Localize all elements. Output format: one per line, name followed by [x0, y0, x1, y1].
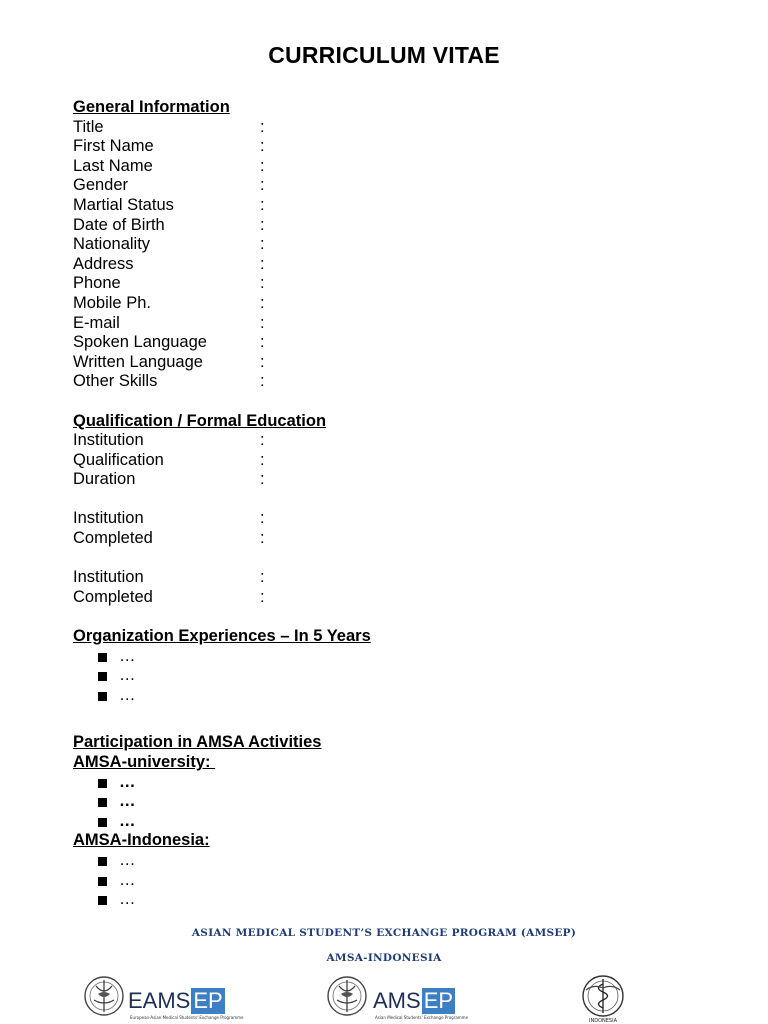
list-item	[73, 812, 693, 832]
field-separator: :	[260, 235, 265, 254]
list-item	[73, 686, 693, 706]
education-block-3	[73, 568, 693, 607]
form-field-row	[73, 255, 693, 275]
amsep-wordmark	[373, 988, 455, 1014]
form-field-row	[73, 176, 693, 196]
field-label: Last Name	[73, 156, 153, 175]
document-title: CURRICULUM VITAE	[268, 42, 500, 68]
amsep-wordmark-right: EP	[423, 988, 454, 1013]
field-label: Title	[73, 117, 104, 136]
amsa-indonesia-seal-icon	[574, 974, 632, 1018]
list-item	[73, 792, 693, 812]
field-label: Completed	[73, 587, 153, 606]
list-item-text: …	[119, 890, 136, 909]
field-separator: :	[260, 195, 265, 214]
form-field-row	[73, 137, 693, 157]
form-field-row	[73, 568, 693, 588]
amsa-university-heading: AMSA-university:	[73, 753, 216, 771]
form-field-row	[73, 470, 693, 490]
field-label: Duration	[73, 470, 136, 489]
list-item-text: …	[119, 870, 136, 889]
field-separator: :	[260, 274, 265, 293]
field-separator: :	[260, 156, 265, 175]
form-field-row	[73, 157, 693, 177]
form-field-row	[73, 333, 693, 353]
eamsep-seal-icon	[82, 974, 126, 1018]
field-separator: :	[260, 450, 265, 469]
field-separator: :	[260, 137, 265, 156]
amsa-indonesia-caption: INDONESIA	[589, 1018, 617, 1024]
footer-program-name: ASIAN MEDICAL STUDENT’S EXCHANGE PROGRAM (AMSEP)	[191, 927, 577, 939]
field-separator: :	[260, 215, 265, 234]
field-separator: :	[260, 372, 265, 391]
field-label: Nationality	[73, 235, 151, 254]
form-field-row	[73, 588, 693, 608]
field-label: Institution	[73, 431, 144, 450]
field-separator: :	[260, 568, 265, 587]
field-label: Address	[73, 254, 134, 273]
square-bullet-icon	[98, 653, 107, 662]
field-separator: :	[260, 529, 265, 548]
list-item	[73, 773, 693, 793]
organization-list	[73, 647, 693, 706]
field-label: E-mail	[73, 313, 120, 332]
list-item-text: …	[119, 666, 136, 685]
list-item-text: …	[119, 811, 136, 830]
list-item	[73, 647, 693, 667]
general-information-heading: General Information	[73, 98, 230, 116]
list-item-text: …	[119, 772, 136, 791]
list-item-text: …	[119, 646, 136, 665]
field-label: Completed	[73, 529, 153, 548]
field-separator: :	[260, 509, 265, 528]
organization-heading: Organization Experiences – In 5 Years	[73, 627, 371, 646]
field-label: Date of Birth	[73, 215, 165, 234]
list-item	[73, 666, 693, 686]
amsep-seal-icon	[325, 974, 369, 1018]
form-field-row	[73, 353, 693, 373]
field-separator: :	[260, 587, 265, 606]
eamsep-wordmark-left: EAMS	[128, 988, 191, 1013]
field-separator: :	[260, 352, 265, 371]
eamsep-wordmark-right: EP	[193, 988, 223, 1013]
form-field-row	[73, 529, 693, 549]
amsep-logo	[325, 974, 469, 1022]
form-field-row	[73, 235, 693, 255]
field-label: Institution	[73, 568, 144, 587]
field-separator: :	[260, 470, 265, 489]
amsa-indonesia-seal	[574, 974, 634, 1022]
square-bullet-icon	[98, 857, 107, 866]
field-separator: :	[260, 176, 265, 195]
form-field-row	[73, 196, 693, 216]
form-field-row	[73, 372, 693, 392]
amsa-indonesia-heading: AMSA-Indonesia:	[73, 831, 210, 850]
list-item-text: …	[119, 685, 136, 704]
square-bullet-icon	[98, 672, 107, 681]
education-block-2	[73, 509, 693, 548]
eamsep-subtitle: European-Asian Medical Students' Exchange Programme	[130, 1015, 244, 1020]
amsa-activities-heading: Participation in AMSA Activities	[73, 733, 322, 752]
education-heading: Qualification / Formal Education	[73, 411, 327, 430]
form-field-row	[73, 274, 693, 294]
square-bullet-icon	[98, 877, 107, 886]
form-field-row	[73, 118, 693, 138]
field-separator: :	[260, 293, 265, 312]
amsep-wordmark-left: AMS	[373, 988, 421, 1013]
field-label: Mobile Ph.	[73, 293, 151, 312]
form-field-row	[73, 509, 693, 529]
field-separator: :	[260, 254, 265, 273]
list-item	[73, 871, 693, 891]
form-field-row	[73, 216, 693, 236]
form-field-row	[73, 314, 693, 334]
footer-organization-name: AMSA-INDONESIA	[326, 952, 442, 964]
field-label: Phone	[73, 274, 121, 293]
amsa-university-list	[73, 773, 693, 832]
education-block-1	[73, 431, 693, 490]
general-information-fields	[73, 118, 693, 392]
field-separator: :	[260, 333, 265, 352]
eamsep-wordmark	[128, 988, 225, 1014]
field-separator: :	[260, 313, 265, 332]
form-field-row	[73, 451, 693, 471]
cv-body	[73, 98, 693, 910]
field-label: Institution	[73, 509, 144, 528]
field-label: Gender	[73, 176, 129, 195]
list-item-text: …	[119, 850, 136, 869]
square-bullet-icon	[98, 692, 107, 701]
field-label: Spoken Language	[73, 333, 207, 352]
form-field-row	[73, 294, 693, 314]
field-label: First Name	[73, 137, 154, 156]
square-bullet-icon	[98, 798, 107, 807]
square-bullet-icon	[98, 818, 107, 827]
amsa-indonesia-list	[73, 851, 693, 910]
list-item-text: …	[119, 792, 136, 811]
amsep-subtitle: Asian Medical Students' Exchange Programme	[375, 1015, 469, 1020]
square-bullet-icon	[98, 896, 107, 905]
square-bullet-icon	[98, 779, 107, 788]
list-item	[73, 851, 693, 871]
form-field-row	[73, 431, 693, 451]
field-label: Martial Status	[73, 195, 174, 214]
field-label: Other Skills	[73, 372, 158, 391]
field-label: Written Language	[73, 352, 203, 371]
field-separator: :	[260, 117, 265, 136]
field-separator: :	[260, 431, 265, 450]
eamsep-logo	[80, 974, 244, 1022]
field-label: Qualification	[73, 450, 164, 469]
list-item	[73, 890, 693, 910]
